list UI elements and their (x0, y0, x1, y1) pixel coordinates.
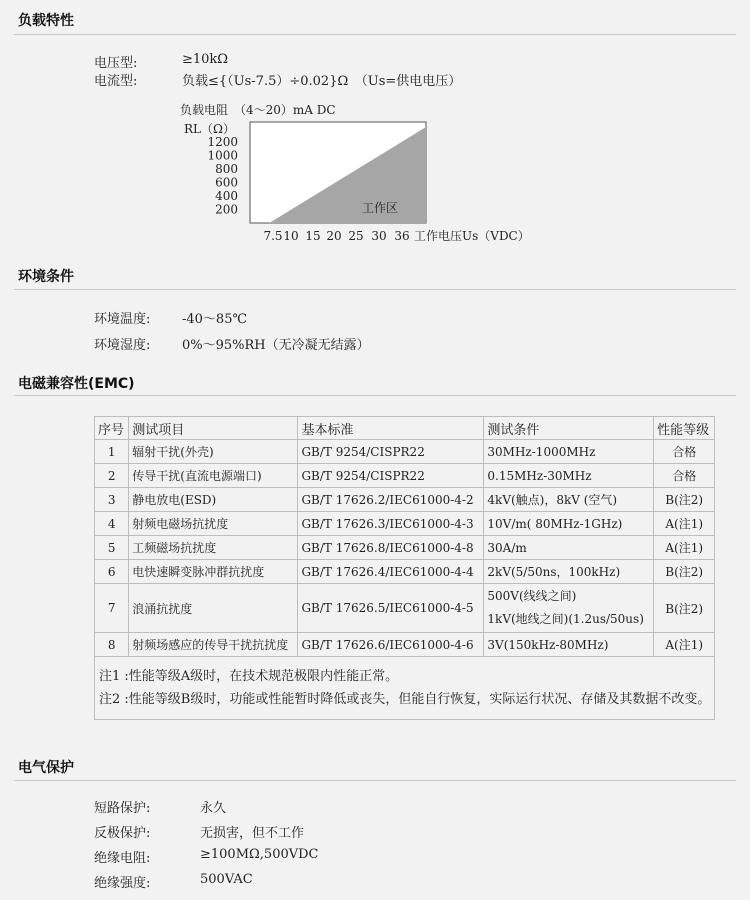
table-row (95, 536, 715, 560)
section-title-load: 负载特性 (18, 13, 74, 29)
load-resistance-chart (170, 100, 550, 248)
chart-title: 负载电阻 （4～20）mA DC (180, 103, 336, 117)
section-title-protect: 电气保护 (18, 760, 74, 776)
table-row (95, 512, 715, 536)
cell-item: 辐射干扰(外壳) (129, 440, 298, 464)
cell-no: 7 (95, 584, 129, 633)
table-row (95, 464, 715, 488)
current-type-label: 电流型: (94, 74, 138, 89)
chart-x-tick-label: 25 (348, 229, 364, 243)
table-row (95, 633, 715, 657)
cell-standard: GB/T 9254/CISPR22 (298, 464, 484, 488)
current-type-value: 负载≤{（Us-7.5）÷0.02}Ω （Us=供电电压） (182, 74, 462, 89)
chart-y-tick-label: 600 (215, 175, 238, 190)
cell-grade: A(注1) (654, 536, 715, 560)
cell-no: 5 (95, 536, 129, 560)
insulation-resistance-label: 绝缘电阻: (94, 851, 151, 866)
cell-condition: 2kV(5/50ns，100kHz) (484, 560, 654, 584)
section-divider (14, 289, 736, 290)
insulation-strength-value: 500VAC (200, 872, 253, 887)
cell-standard: GB/T 17626.3/IEC61000-4-3 (298, 512, 484, 536)
cell-item: 射频电磁场抗扰度 (129, 512, 298, 536)
note-1: 注1 :性能等级A级时，在技术规范极限内性能正常。 (99, 669, 399, 684)
cell-standard: GB/T 17626.5/IEC61000-4-5 (298, 584, 484, 633)
table-notes (95, 657, 715, 720)
emc-table (94, 416, 715, 720)
cell-grade: B(注2) (654, 488, 715, 512)
chart-y-tick-label: 400 (215, 189, 238, 204)
table-header-row (95, 417, 715, 440)
cell-condition: 10V/m( 80MHz-1GHz) (484, 512, 654, 536)
cell-item: 工频磁场抗扰度 (129, 536, 298, 560)
section-title-emc: 电磁兼容性(EMC) (18, 376, 135, 392)
cell-item: 浪涌抗扰度 (129, 584, 298, 633)
chart-y-tick-label: 800 (215, 162, 238, 177)
section-divider (14, 780, 736, 781)
header-standard: 基本标准 (298, 417, 484, 440)
cell-grade: 合格 (654, 464, 715, 488)
chart-x-ticks (263, 229, 409, 243)
chart-y-ticks (207, 135, 238, 216)
section-divider (14, 34, 736, 35)
table-row (95, 488, 715, 512)
cell-grade: A(注1) (654, 512, 715, 536)
short-circuit-label: 短路保护: (94, 801, 151, 816)
temp-value: -40～85℃ (182, 312, 248, 327)
cell-no: 4 (95, 512, 129, 536)
cell-no: 6 (95, 560, 129, 584)
humidity-label: 环境湿度: (94, 338, 151, 353)
cell-standard: GB/T 17626.4/IEC61000-4-4 (298, 560, 484, 584)
cell-grade: B(注2) (654, 560, 715, 584)
cell-standard: GB/T 9254/CISPR22 (298, 440, 484, 464)
chart-y-tick-label: 200 (215, 202, 238, 217)
cell-grade: B(注2) (654, 584, 715, 633)
header-grade: 性能等级 (654, 417, 715, 440)
chart-x-tick-label: 20 (326, 229, 342, 243)
note-2: 注2 :性能等级B级时，功能或性能暂时降低或丧失，但能自行恢复，实际运行状况、存储及其数据不改变。 (99, 692, 711, 707)
cell-item: 传导干扰(直流电源端口) (129, 464, 298, 488)
chart-x-tick-label: 36 (394, 229, 410, 243)
reverse-polarity-label: 反极保护: (94, 826, 151, 841)
short-circuit-value: 永久 (200, 801, 227, 816)
cell-item: 射频场感应的传导干扰抗扰度 (129, 633, 298, 657)
cell-no: 1 (95, 440, 129, 464)
cell-no: 3 (95, 488, 129, 512)
cell-condition (484, 584, 654, 633)
section-title-env: 环境条件 (18, 269, 74, 285)
voltage-type-label: 电压型: (94, 56, 138, 71)
cell-item: 电快速瞬变脉冲群抗扰度 (129, 560, 298, 584)
cell-standard: GB/T 17626.2/IEC61000-4-2 (298, 488, 484, 512)
cell-condition: 30A/m (484, 536, 654, 560)
chart-y-tick-label: 1000 (207, 148, 238, 163)
cell-condition: 30MHz-1000MHz (484, 440, 654, 464)
header-no: 序号 (95, 417, 129, 440)
reverse-polarity-value: 无损害，但不工作 (200, 826, 305, 841)
cell-condition: 0.15MHz-30MHz (484, 464, 654, 488)
humidity-value: 0%～95%RH（无冷凝无结露） (182, 338, 370, 353)
chart-y-label: RL（Ω） (184, 122, 235, 136)
section-divider (14, 395, 736, 396)
cell-grade: A(注1) (654, 633, 715, 657)
cell-no: 8 (95, 633, 129, 657)
header-item: 测试项目 (129, 417, 298, 440)
cell-item: 静电放电(ESD) (129, 488, 298, 512)
cell-condition: 4kV(触点)，8kV (空气) (484, 488, 654, 512)
table-row (95, 440, 715, 464)
cell-standard: GB/T 17626.6/IEC61000-4-6 (298, 633, 484, 657)
cell-condition-line: 500V(线线之间) (487, 589, 577, 603)
chart-x-label: 工作电压Us（VDC） (414, 229, 530, 243)
table-notes-row (95, 657, 715, 720)
chart-y-tick-label: 1200 (207, 135, 238, 150)
chart-region-label: 工作区 (362, 201, 399, 216)
chart-x-tick-label: 10 (283, 229, 299, 243)
chart-x-tick-label: 30 (371, 229, 387, 243)
cell-condition: 3V(150kHz-80MHz) (484, 633, 654, 657)
header-condition: 测试条件 (484, 417, 654, 440)
voltage-type-value: ≥10kΩ (182, 52, 229, 67)
chart-x-tick-label: 7.5 (263, 229, 283, 243)
table-row (95, 560, 715, 584)
insulation-strength-label: 绝缘强度: (94, 876, 151, 891)
cell-condition-line: 1kV(地线之间)(1.2us/50us) (487, 612, 644, 626)
table-row (95, 584, 715, 633)
cell-standard: GB/T 17626.8/IEC61000-4-8 (298, 536, 484, 560)
insulation-resistance-value: ≥100MΩ,500VDC (200, 847, 319, 862)
cell-no: 2 (95, 464, 129, 488)
temp-label: 环境温度: (94, 312, 151, 327)
cell-grade: 合格 (654, 440, 715, 464)
chart-x-tick-label: 15 (305, 229, 321, 243)
